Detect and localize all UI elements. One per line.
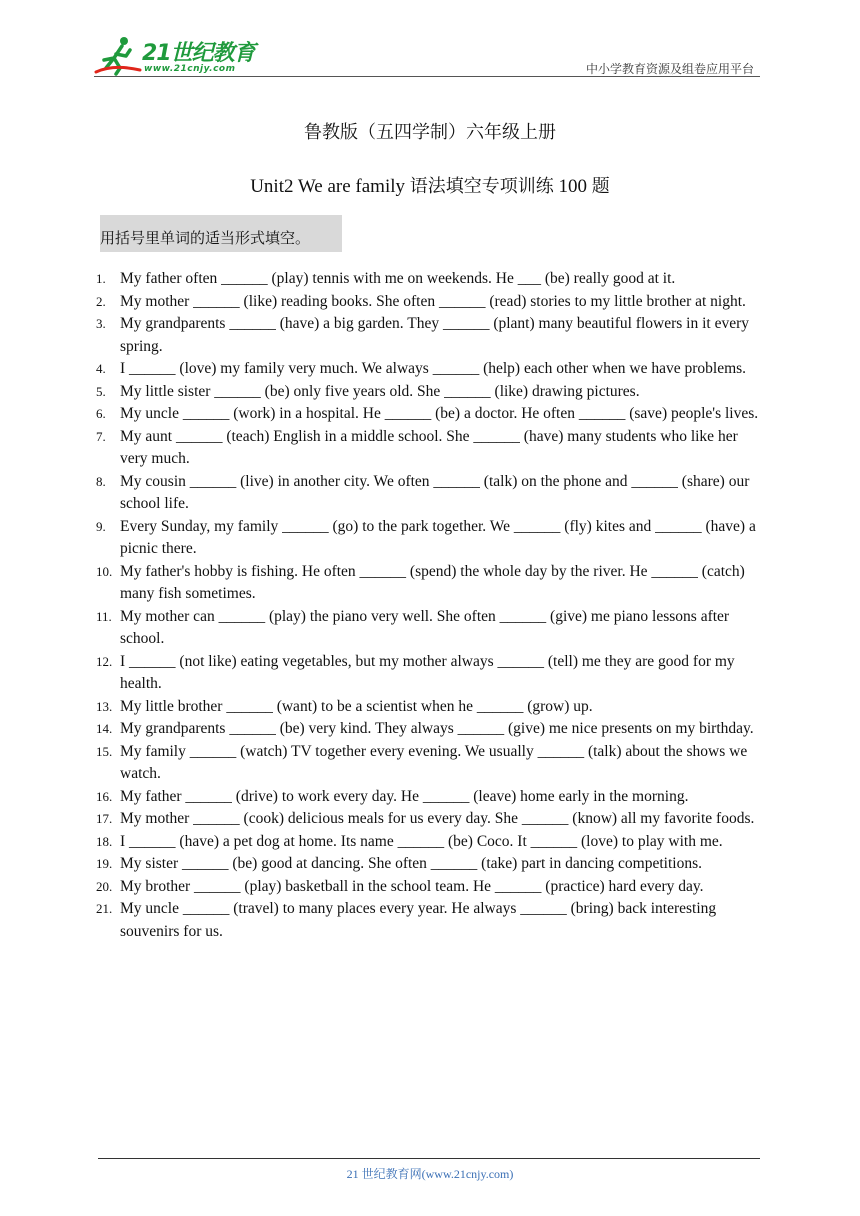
question-item [96,471,764,516]
subtitle-count: 100 [553,176,592,197]
question-item [96,516,764,561]
page-footer: 21 世纪教育网(www.21cnjy.com) [346,1167,514,1181]
question-text: My aunt ______ (teach) English in a middle school. She ______ (have) many students who like her very much. [120,427,738,467]
question-number: 15. [96,743,113,759]
question-item [96,291,764,314]
logo-text: 21世纪教育 [142,41,255,66]
question-text: My family ______ (watch) TV together every evening. We usually ______ (talk) about the shows we watch. [120,742,748,782]
question-list [96,268,764,943]
site-logo [94,36,264,76]
question-text: My father often ______ (play) tennis with me on weekends. He ___ (be) really good at it. [120,270,676,287]
question-item [96,403,764,426]
question-number: 14. [96,721,113,736]
platform-name: 中小学教育资源及组卷应用平台 [585,62,754,76]
question-number: 16. [96,788,113,804]
subtitle-topic: 语法填空专项训练 [409,176,554,197]
question-number: 6. [96,406,106,421]
question-text: My uncle ______ (travel) to many places every year. He always ______ (bring) back interesting souvenirs for us. [120,900,717,940]
question-text: My mother can ______ (play) the piano very well. She often ______ (give) me piano lessons after school. [120,607,730,647]
question-text: My mother ______ (cook) delicious meals for us every day. She ______ (know) all my favorite foods. [120,810,755,827]
question-item [96,358,764,381]
question-text: My father ______ (drive) to work every day. He ______ (leave) home early in the morning. [120,787,689,805]
logo-url: www.21cnjy.com [144,64,236,74]
question-text: My little brother ______ (want) to be a scientist when he ______ (grow) up. [120,697,593,715]
question-text: Every Sunday, my family ______ (go) to the park together. We ______ (fly) kites and ______ (have) a picnic there. [120,517,756,557]
question-item [96,651,764,696]
question-item [96,853,764,876]
question-item [96,786,764,809]
question-item [96,898,764,943]
runner-icon [94,36,144,76]
question-number: 2. [96,293,106,309]
question-item [96,381,764,404]
header-divider [94,76,760,77]
section-heading: 用括号里单词的适当形式填空。 [100,229,311,247]
question-item [96,606,764,651]
question-item [96,313,764,358]
question-item [96,426,764,471]
question-item [96,561,764,606]
question-text: My uncle ______ (work) in a hospital. He ______ (be) a doctor. He often ______ (save) people's lives. [120,405,759,422]
question-item [96,696,764,719]
subtitle-unit: Unit2 We are family [250,176,410,197]
question-number: 9. [96,518,106,534]
question-text: I ______ (not like) eating vegetables, but my mother always ______ (tell) me they are good for my health. [120,652,735,692]
question-number: 20. [96,878,113,894]
question-number: 10. [96,563,113,579]
question-text: My little sister ______ (be) only five years old. She ______ (like) drawing pictures. [120,382,640,400]
question-item [96,876,764,899]
question-number: 5. [96,383,106,399]
question-text: I ______ (have) a pet dog at home. Its name ______ (be) Coco. It ______ (love) to play with me. [120,832,723,850]
question-number: 13. [96,698,113,714]
question-item [96,741,764,786]
question-number: 11. [96,608,112,624]
question-number: 19. [96,856,113,871]
question-item [96,808,764,831]
question-number: 18. [96,833,113,849]
section-heading-box [100,215,342,252]
question-number: 1. [96,271,106,286]
footer-divider [98,1158,760,1159]
document-title: 鲁教版（五四学制）六年级上册 [304,122,556,143]
question-item [96,268,764,291]
question-number: 3. [96,316,106,331]
question-item [96,831,764,854]
question-text: My grandparents ______ (be) very kind. They always ______ (give) me nice presents on my birthday. [120,720,754,737]
question-number: 12. [96,653,113,669]
question-number: 17. [96,811,113,826]
question-text: My mother ______ (like) reading books. She often ______ (read) stories to my little brother at night. [120,292,746,310]
question-number: 21. [96,901,113,916]
subtitle-suffix: 题 [591,176,610,197]
question-number: 7. [96,428,106,444]
question-number: 8. [96,473,106,489]
question-item [96,718,764,741]
question-text: My grandparents ______ (have) a big garden. They ______ (plant) many beautiful flowers in it every spring. [120,315,750,355]
question-number: 4. [96,361,106,376]
question-text: My father's hobby is fishing. He often ______ (spend) the whole day by the river. He ______ (catch) many fish sometimes. [120,562,745,602]
question-text: My brother ______ (play) basketball in the school team. He ______ (practice) hard every day. [120,877,704,895]
question-text: My cousin ______ (live) in another city. We often ______ (talk) on the phone and ______ (share) our school life. [120,472,750,512]
question-text: I ______ (love) my family very much. We always ______ (help) each other when we have problems. [120,360,747,377]
document-subtitle [0,172,860,198]
page-header [94,30,760,78]
question-text: My sister ______ (be) good at dancing. She often ______ (take) part in dancing competitions. [120,855,702,872]
